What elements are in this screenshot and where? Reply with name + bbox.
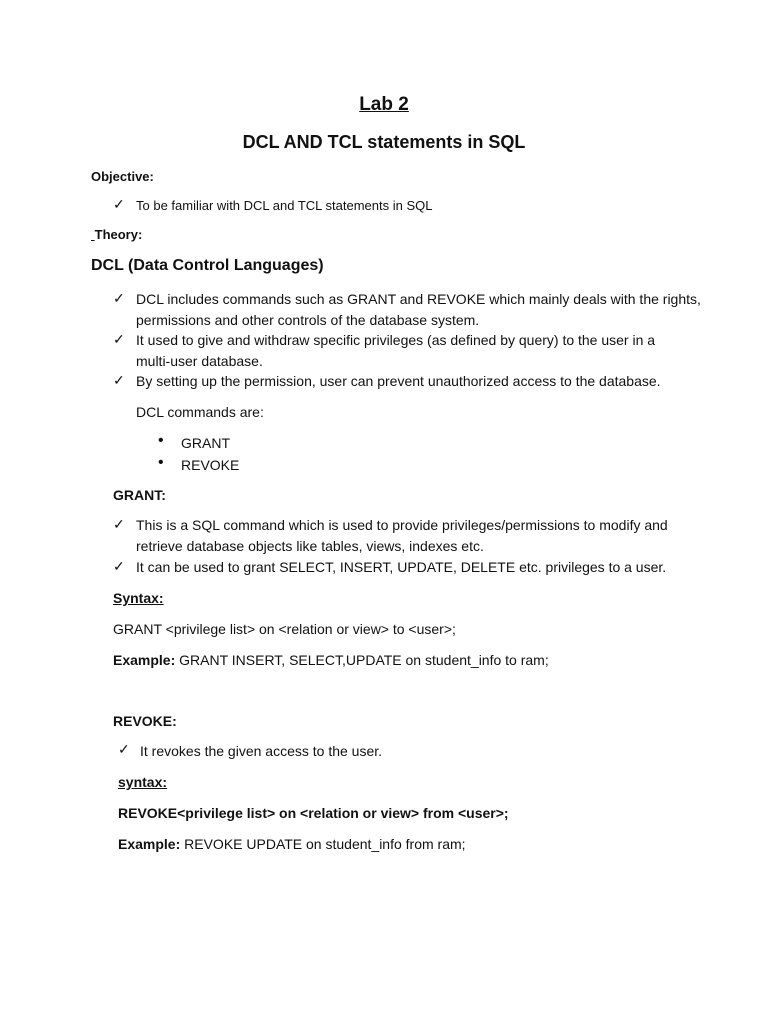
objective-item: To be familiar with DCL and TCL statements in SQL (136, 198, 433, 213)
check-icon: ✓ (113, 558, 125, 574)
check-icon: ✓ (113, 196, 125, 212)
grant-label: GRANT: (113, 487, 166, 503)
check-icon: ✓ (113, 516, 125, 532)
dcl-commands-label: DCL commands are: (136, 404, 264, 420)
check-icon: ✓ (118, 741, 130, 757)
revoke-label: REVOKE: (113, 713, 177, 729)
dcl-point-2: It used to give and withdraw specific privileges (as defined by query) to the user in a multi-user database. (136, 332, 656, 369)
revoke-syntax: REVOKE<privilege list> on <relation or view> from <user>; (118, 805, 509, 821)
grant-point-1: This is a SQL command which is used to provide privileges/permissions to modify and retrieve database objects like tables, views, indexes etc. (136, 517, 668, 554)
grant-point-2: It can be used to grant SELECT, INSERT, UPDATE, DELETE etc. privileges to a user. (136, 559, 667, 575)
grant-syntax: GRANT <privilege list> on <relation or view> to <user>; (113, 621, 456, 637)
document-title: DCL AND TCL statements in SQL (242, 132, 526, 152)
dcl-point-1: DCL includes commands such as GRANT and REVOKE which mainly deals with the rights, permissions and other controls of the database system. (136, 291, 701, 328)
grant-example: Example: GRANT INSERT, SELECT,UPDATE on student_info to ram; (113, 652, 549, 668)
check-icon: ✓ (113, 290, 125, 306)
dcl-command-item: REVOKE (181, 457, 240, 473)
objective-label: Objective: (91, 169, 154, 184)
bullet-icon: • (158, 454, 164, 471)
revoke-point: It revokes the given access to the user. (140, 743, 383, 759)
dcl-point-3: By setting up the permission, user can prevent unauthorized access to the database. (136, 373, 661, 389)
check-icon: ✓ (113, 331, 125, 347)
bullet-icon: • (158, 432, 164, 449)
theory-label: Theory: (94, 227, 143, 242)
grant-syntax-label: Syntax: (113, 590, 164, 606)
revoke-example: Example: REVOKE UPDATE on student_info from ram; (118, 836, 466, 852)
dcl-command-item: GRANT (181, 435, 230, 451)
revoke-syntax-label: syntax: (118, 774, 168, 790)
lab-number: Lab 2 (359, 94, 409, 115)
check-icon: ✓ (113, 372, 125, 388)
dcl-heading: DCL (Data Control Languages) (91, 257, 324, 274)
